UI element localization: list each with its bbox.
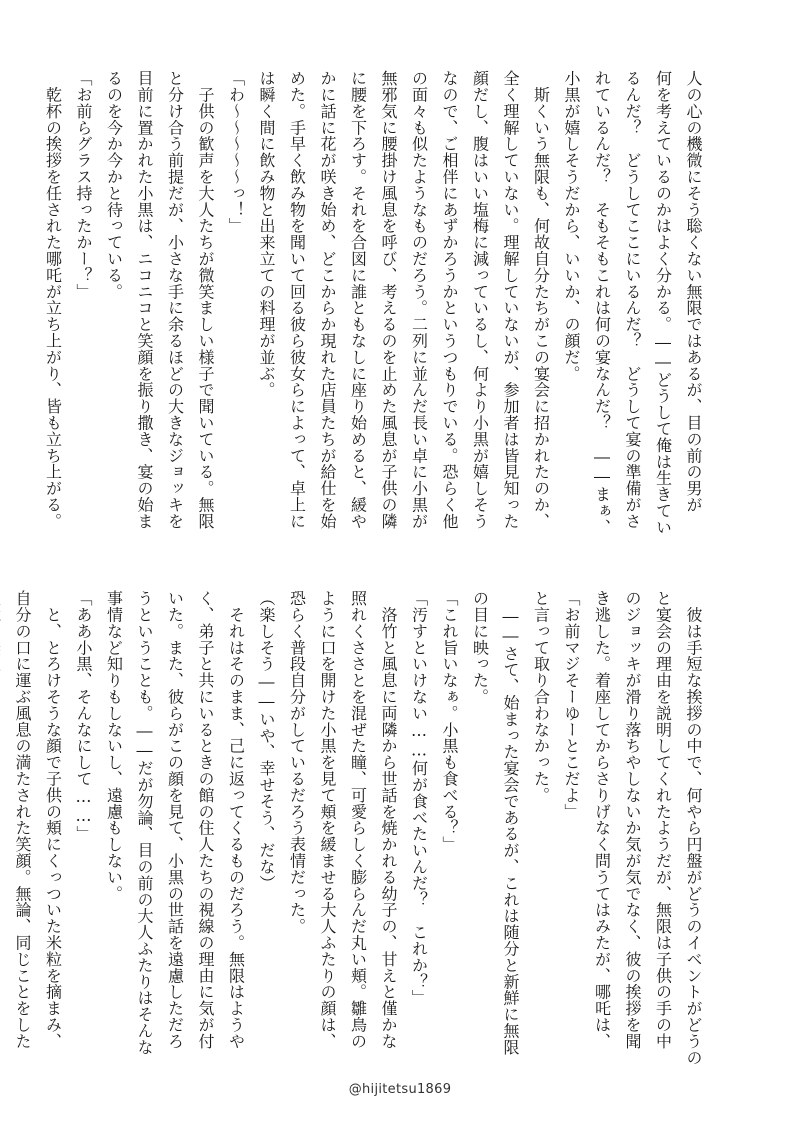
upper-text-tier xyxy=(43,70,708,570)
text-line: き逃した。着座してからさりげなく問うてはみたが、哪吒は、 xyxy=(592,590,612,1050)
text-line: うということも。――だが勿論、目の前の大人ふたりはそんな xyxy=(135,590,154,1056)
text-line: 小黒が嬉しそうだから、いいか、の顔だ。 xyxy=(562,70,581,382)
text-line: 彼は手短な挨拶の中で、何やら円盤がどうのイベントがどうの xyxy=(684,590,703,1066)
text-line: 自分の口に運ぶ風息の満たされた笑顔。無論、同じことをした xyxy=(13,590,32,1050)
text-line: と、とろけそうな顔で子供の頬にくっついた米粒を摘まみ、 xyxy=(43,590,63,1050)
text-line: （楽しそう――いや、幸せそう、だな） xyxy=(257,590,276,892)
text-line: 斯くいう無限も、何故自分たちがこの宴会に招かれたのか、 xyxy=(531,70,551,530)
text-line: 洛竹と風息に両隣から世話を焼かれる幼子の、甘えと僅かな xyxy=(379,590,398,1050)
text-line: 全く理解していない。理解していないが、参加者は皆見知った xyxy=(501,70,520,530)
text-line: めた。手早く飲み物を聞いて回る彼ら彼女らによって、卓上に xyxy=(287,70,307,530)
text-line: の目に映った。 xyxy=(470,590,490,705)
text-line: それはそのまま、己に返ってくるものだろう。無限はようや xyxy=(226,590,246,1050)
text-line: 目前に置かれた小黒は、ニコニコと笑顔を振り撒き、宴の始ま xyxy=(135,70,154,530)
author-credit: @hijitetsu1869 xyxy=(348,1082,452,1097)
text-line: 顔だし、腹はいい塩梅に減っているし、何より小黒が嬉しそう xyxy=(470,70,490,530)
text-line: 「これ旨いなぁ。小黒も食べる？」 xyxy=(440,590,459,853)
text-line: 子供の歓声を大人たちが微笑ましい様子で聞いている。無限 xyxy=(196,70,215,530)
text-line: ――さて、始まった宴会であるが、これは随分と新鮮に無限 xyxy=(501,590,520,1056)
text-line xyxy=(0,590,7,1060)
text-line: 「汚すといけない……何が食べたいんだ？ これか？」 xyxy=(409,590,429,1006)
text-line: 恐らく普段自分がしているだろう表情だった。 xyxy=(287,590,307,935)
text-line: るのを今か今かと待っている。 xyxy=(104,70,124,300)
text-line: 無邪気に腰掛け風息を呼び、考えるのを止めた風息が子供の隣 xyxy=(379,70,398,530)
text-line: 人の心の機微にそう聡くない無限ではあるが、目の前の男が xyxy=(684,70,703,513)
text-line: 「ああ小黒、そんなにして……」 xyxy=(74,590,93,842)
text-line: れているんだ？ そもそもこれは何の宴なんだ？ ――まぁ、 xyxy=(592,70,612,536)
text-line: るんだ？ どうしてここにいるんだ？ どうして宴の準備がさ xyxy=(623,70,642,530)
text-line: 乾杯の挨拶を任された哪吒が立ち上がり、皆も立ち上がる。 xyxy=(43,70,63,530)
lower-text-tier xyxy=(13,590,708,1066)
text-line: なので、ご相伴にあずかろうかというつもりでいる。恐らく他 xyxy=(440,70,459,530)
text-line: のジョッキが滑り落ちやしないか気が気でなく、彼の挨拶を聞 xyxy=(623,590,642,1050)
text-line: く、弟子と共にいるときの館の住人たちの視線の理由に気が付 xyxy=(196,590,215,1050)
text-line: 照れくささとを混ぜた瞳、可愛らしく膨らんだ丸い頬。雛鳥の xyxy=(348,590,368,1050)
text-line: と分け合う前提だが、小さな手に余るほどの大きなジョッキを xyxy=(165,70,185,530)
text-line: 「わ～～～～～っ！」 xyxy=(226,70,246,234)
text-line: 何を考えているのかはよく分かる。――どうして俺は生きてい xyxy=(653,70,673,536)
text-line: ように口を開けた小黒を見て頬を緩ませる大人ふたりの顔は、 xyxy=(318,590,337,1050)
text-line: に腰を下ろす。それを合図に誰ともなしに座り始めると、緩や xyxy=(348,70,368,530)
text-line: 事情など知りもしないし、遠慮もしない。 xyxy=(104,590,124,902)
text-line: と宴会の理由を説明してくれたようだが、無限は子供の手の中 xyxy=(653,590,673,1050)
text-line: かに話に花が咲き始め、どこからか現れた店員たちが給仕を始 xyxy=(318,70,337,530)
text-line: の面々も似たようなものだろう。二列に並んだ長い卓に小黒が xyxy=(409,70,429,530)
text-line: いた。また、彼らがこの顔を見て、小黒の世話を遠慮しただろ xyxy=(165,590,185,1050)
text-line: と言って取り合わなかった。 xyxy=(531,590,551,804)
text-line: 「お前らグラス持ったかー？」 xyxy=(74,70,93,300)
text-line: は瞬く間に飲み物と出来立ての料理が並ぶ。 xyxy=(257,70,276,398)
text-line: 「お前マジそーゆーとこだよ」 xyxy=(562,590,581,820)
